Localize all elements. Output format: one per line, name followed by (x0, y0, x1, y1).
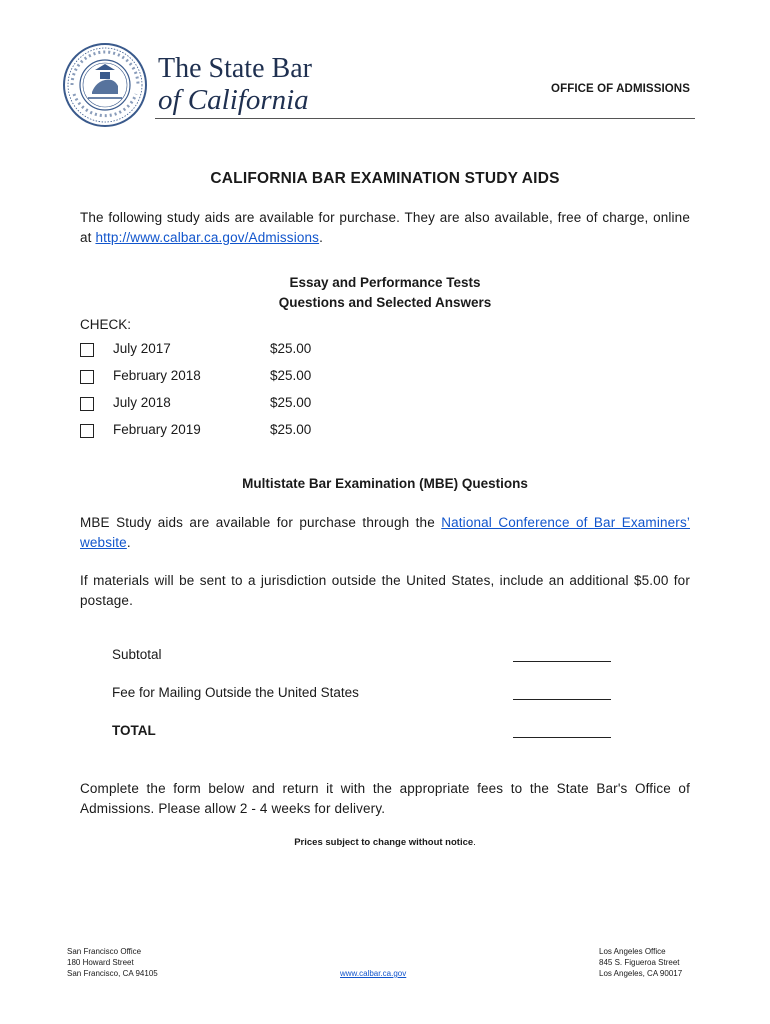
subtotal-label: Subtotal (112, 647, 162, 662)
brand-line-2: of California (158, 84, 309, 116)
sf-office-name: San Francisco Office (67, 947, 142, 956)
checkbox-july-2018[interactable] (80, 397, 94, 411)
mbe-period: . (126, 534, 131, 550)
essay-heading-1: Essay and Performance Tests (289, 275, 481, 290)
study-aid-name: July 2017 (113, 341, 171, 356)
price-notice-period: . (473, 837, 476, 848)
sf-street: 180 Howard Street (67, 958, 134, 967)
study-aid-row (80, 368, 380, 388)
essay-heading-2: Questions and Selected Answers (278, 295, 492, 310)
intro-paragraph (80, 208, 690, 247)
study-aid-price: $25.00 (270, 395, 312, 410)
study-aid-name: July 2018 (113, 395, 171, 410)
total-field[interactable] (513, 737, 611, 738)
checkbox-february-2018[interactable] (80, 370, 94, 384)
total-label: TOTAL (112, 723, 156, 738)
brand-line-1: The State Bar (158, 53, 312, 84)
study-aid-row (80, 341, 380, 361)
mailing-fee-label: Fee for Mailing Outside the United States (112, 685, 359, 700)
checkbox-february-2019[interactable] (80, 424, 94, 438)
sf-office-address (67, 946, 158, 979)
sf-city: San Francisco, CA 94105 (67, 969, 158, 978)
ncbe-website-link[interactable]: National Conference of Bar Examiners’ website (80, 515, 690, 550)
study-aid-price: $25.00 (270, 422, 312, 437)
price-notice (0, 837, 770, 848)
mailing-fee-field[interactable] (513, 699, 611, 700)
office-label: OFFICE OF ADMISSIONS (551, 83, 690, 95)
la-city: Los Angeles, CA 90017 (599, 969, 683, 978)
check-label: CHECK: (80, 317, 132, 332)
checkbox-july-2017[interactable] (80, 343, 94, 357)
study-aid-row (80, 395, 380, 415)
header-divider (155, 118, 695, 119)
study-aid-name: February 2019 (113, 422, 201, 437)
page-title: CALIFORNIA BAR EXAMINATION STUDY AIDS (210, 170, 560, 187)
study-aid-price: $25.00 (270, 368, 312, 383)
intro-period: . (319, 229, 323, 245)
la-office-address (599, 946, 682, 979)
mbe-text: MBE Study aids are available for purchase through the (80, 515, 442, 530)
study-aid-price: $25.00 (270, 341, 312, 356)
footer-website (340, 968, 406, 979)
instructions-paragraph: Complete the form below and return it with the appropriate fees to the State Bar's Office of Admissions. Please allow 2 - 4 weeks for delivery. (80, 781, 690, 816)
study-aid-row (80, 422, 380, 442)
admissions-link[interactable]: http://www.calbar.ca.gov/Admissions (95, 229, 320, 245)
price-notice-text: Prices subject to change without notice (294, 837, 474, 848)
study-aid-name: February 2018 (113, 368, 201, 383)
la-office-name: Los Angeles Office (599, 947, 666, 956)
mbe-paragraph (80, 513, 690, 552)
footer-website-link[interactable]: www.calbar.ca.gov (340, 969, 407, 978)
subtotal-field[interactable] (513, 661, 611, 662)
postage-paragraph: If materials will be sent to a jurisdiction outside the United States, include an additional $5.00 for postage. (80, 573, 690, 608)
state-bar-seal-logo (62, 42, 148, 128)
mbe-heading: Multistate Bar Examination (MBE) Questions (242, 476, 528, 491)
la-street: 845 S. Figueroa Street (599, 958, 680, 967)
brand-wordmark (158, 54, 312, 116)
intro-text: The following study aids are available for purchase. They are also available, free of charge, online at (80, 210, 690, 245)
